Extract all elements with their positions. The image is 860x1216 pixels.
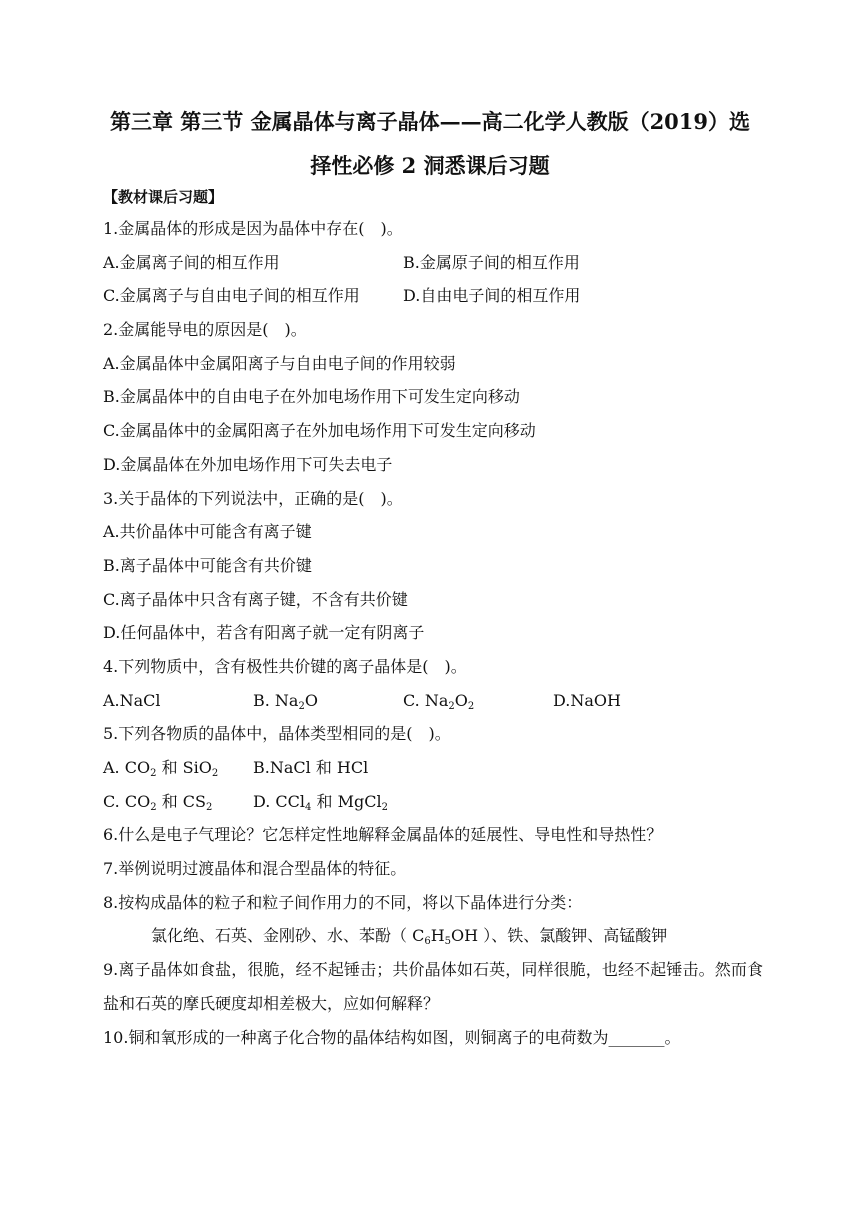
- q1-option-b: B.金属原子间的相互作用: [403, 252, 580, 272]
- q2-option-b: B.金属晶体中的自由电子在外加电场作用下可发生定向移动: [103, 387, 520, 407]
- q1-options-row-1: [103, 246, 763, 280]
- q3-option-c: C.离子晶体中只含有离子键，不含有共价键: [103, 589, 408, 609]
- q7: 7.举例说明过渡晶体和混合型晶体的特征。: [103, 859, 407, 879]
- document-body: [103, 182, 763, 1054]
- q4-option-d: D.NaOH: [553, 690, 621, 710]
- q1-options-row-2: [103, 279, 763, 313]
- q4-option-a: A.NaCl: [103, 690, 161, 710]
- q3-option-b: B.离子晶体中可能含有共价键: [103, 555, 312, 575]
- q1-option-d: D.自由电子间的相互作用: [403, 286, 581, 306]
- q5-option-b: B.NaCl 和 HCl: [253, 758, 369, 777]
- q5-options-row-2: [103, 785, 763, 819]
- q5-option-d: D. CCl$_4$ 和 MgCl$_2$: [253, 791, 388, 813]
- q6: 6.什么是电子气理论？它怎样定性地解释金属晶体的延展性、导电性和导热性？: [103, 825, 663, 845]
- q4-option-b: B. $Na_2O$: [253, 690, 318, 712]
- q2-option-c: C.金属晶体中的金属阳离子在外加电场作用下可发生定向移动: [103, 421, 536, 441]
- q1-option-c: C.金属离子与自由电子间的相互作用: [103, 286, 360, 306]
- q5-option-a: A. $CO_2$ 和 SiO$_2$: [103, 758, 219, 779]
- title-line-1: 第三章 第三节 金属晶体与离子晶体——高二化学人教版（2019）选: [109, 109, 751, 134]
- q3-stem: 3.关于晶体的下列说法中，正确的是( )。: [103, 488, 403, 508]
- q10: 10.铜和氧形成的一种离子化合物的晶体结构如图，则铜离子的电荷数为_______。: [103, 1027, 681, 1047]
- q1-option-a: A.金属离子间的相互作用: [103, 252, 280, 272]
- title-line-2: 择性必修 2 洞悉课后习题: [310, 153, 550, 178]
- q5-options-row-1: [103, 751, 763, 785]
- document-title: [95, 100, 765, 188]
- section-heading: 【教材课后习题】: [103, 188, 224, 206]
- q1-stem: 1.金属晶体的形成是因为晶体中存在( )。: [103, 219, 403, 238]
- q4-option-c: C. $Na_2O_2$: [403, 690, 475, 712]
- q2-option-d: D.金属晶体在外加电场作用下可失去电子: [103, 454, 393, 474]
- q3-option-d: D.任何晶体中，若含有阳离子就一定有阴离子: [103, 623, 425, 643]
- q4-options: [103, 684, 763, 718]
- q2-option-a: A.金属晶体中金属阳离子与自由电子间的作用较弱: [103, 353, 456, 373]
- q2-stem: 2.金属能导电的原因是( )。: [103, 320, 307, 340]
- q8-stem: 8.按构成晶体的粒子和粒子间作用力的不同，将以下晶体进行分类：: [103, 892, 583, 912]
- q4-stem: 4.下列物质中，含有极性共价键的离子晶体是( )。: [103, 656, 467, 676]
- q8-substance-list: 氯化绝、石英、金刚砂、水、苯酚（ $C_6H_5OH$ ）、铁、氯酸钾、高锰酸钾: [151, 926, 668, 948]
- q9: 9.离子晶体如食盐，很脆，经不起锤击；共价晶体如石英，同样很脆，也经不起锤击。然而食盐和石英的摩氏硬度却相差极大，应如何解释？: [103, 960, 763, 1013]
- q5-stem: 5.下列各物质的晶体中，晶体类型相同的是( )。: [103, 724, 451, 744]
- q5-option-c: C. $CO_2$ 和 $CS_2$: [103, 791, 213, 813]
- q3-option-a: A.共价晶体中可能含有离子键: [103, 522, 312, 542]
